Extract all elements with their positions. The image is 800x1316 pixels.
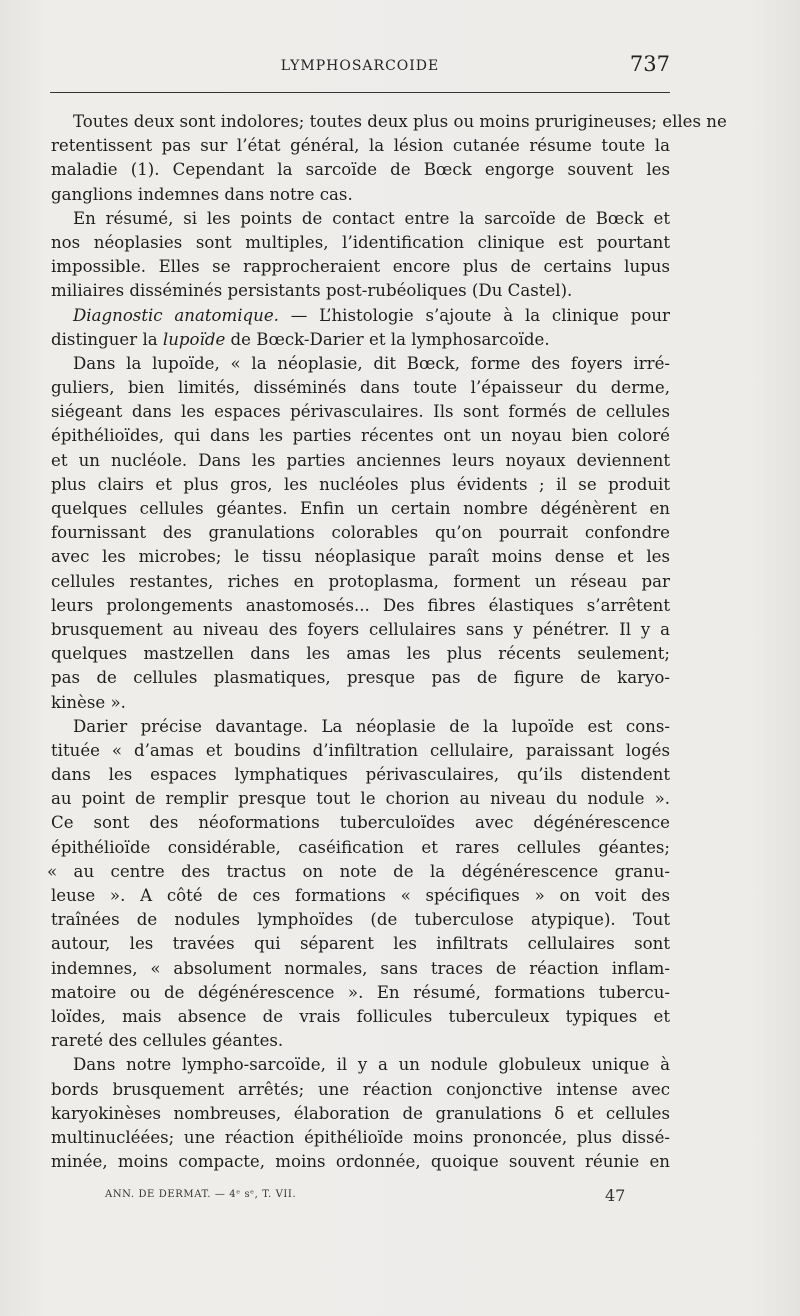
text-line: karyokinèses nombreuses, élaboration de granulations δ et cellules — [51, 1103, 670, 1123]
text-line: minée, moins compacte, moins ordonnée, quoique souvent réunie en — [51, 1152, 670, 1172]
text-line: maladie (1). Cependant la sarcoïde de Bœck engorge souvent les — [51, 160, 670, 180]
text-line: Dans notre lympho-sarcoïde, il y a un nodule globuleux unique à — [73, 1055, 670, 1075]
journal-reference: ANN. DE DERMAT. — 4ᵉ sᵉ, T. VII. — [105, 1189, 297, 1200]
text-line: ganglions indemnes dans notre cas. — [51, 184, 353, 204]
text-line: plus clairs et plus gros, les nucléoles plus évidents ; il se produit — [51, 474, 670, 494]
text-line: avec les microbes; le tissu néoplasique paraît moins dense et les — [51, 547, 670, 567]
text-line: distinguer la lupoïde de Bœck-Darier et la lymphosarcoïde. — [51, 329, 550, 349]
running-title: LYMPHOSARCOIDE — [280, 58, 440, 74]
text-line: nos néoplasies sont multiples, l’identification clinique est pourtant — [51, 232, 670, 252]
text-line: dans les espaces lymphatiques périvasculaires, qu’ils distendent — [51, 765, 670, 785]
text-line: siégeant dans les espaces périvasculaires. Ils sont formés de cellules — [51, 402, 670, 422]
text-line: fournissant des granulations colorables qu’on pourrait confondre — [51, 523, 670, 543]
text-line: Dans la lupoïde, « la néoplasie, dit Bœck, forme des foyers irré- — [73, 353, 670, 373]
text-line: pas de cellules plasmatiques, presque pas de figure de karyo- — [51, 668, 670, 688]
body-text — [47, 110, 727, 1174]
text-line: kinèse ». — [51, 692, 126, 712]
text-line: Diagnostic anatomique. — L’histologie s’ajoute à la clinique pour — [73, 305, 670, 325]
text-line: bords brusquement arrêtés; une réaction conjonctive intense avec — [51, 1079, 670, 1099]
text-line: quelques cellules géantes. Enfin un certain nombre dégénèrent en — [51, 499, 670, 518]
page-number: 737 — [629, 52, 670, 76]
text-line: guliers, bien limités, disséminés dans toute l’épaisseur du derme, — [51, 378, 670, 398]
text-line: En résumé, si les points de contact entre la sarcoïde de Bœck et — [73, 208, 670, 228]
text-line: indemnes, « absolument normales, sans traces de réaction inflam- — [51, 958, 670, 978]
text-line: cellules restantes, riches en protoplasma, forment un réseau par — [51, 571, 670, 591]
text-line: rareté des cellules géantes. — [51, 1031, 284, 1051]
text-line: épithélioïde considérable, caséification et rares cellules géantes; — [51, 837, 670, 857]
text-line: leurs prolongements anastomosés... Des fibres élastiques s’arrêtent — [51, 595, 670, 615]
text-line: et un nucléole. Dans les parties anciennes leurs noyaux deviennent — [51, 450, 670, 470]
text-line: épithélioïdes, qui dans les parties récentes ont un noyau bien coloré — [51, 426, 670, 446]
section-heading: Diagnostic anatomique. — [73, 305, 279, 325]
text-line: impossible. Elles se rapprocheraient encore plus de certains lupus — [51, 257, 670, 277]
text-line: miliaires disséminés persistants post-rubéoliques (Du Castel). — [51, 281, 573, 301]
text-line: traînées de nodules lymphoïdes (de tuberculose atypique). Tout — [51, 910, 670, 930]
text-line: leuse ». A côté de ces formations « spécifiques » on voit des — [51, 886, 670, 905]
text-line: loïdes, mais absence de vrais follicules tuberculeux typiques et — [51, 1006, 670, 1026]
signature-mark: 47 — [605, 1186, 626, 1205]
text-line: Toutes deux sont indolores; toutes deux plus ou moins prurigineuses; elles ne — [73, 112, 727, 131]
header-rule — [50, 92, 670, 93]
text-line: Darier précise davantage. La néoplasie de la lupoïde est cons- — [73, 716, 670, 736]
text-line: au point de remplir presque tout le chorion au niveau du nodule ». — [51, 789, 670, 809]
text-line: « au centre des tractus on note de la dégénérescence granu- — [47, 861, 670, 881]
italic-term: lupoïde — [162, 329, 226, 349]
text-line: matoire ou de dégénérescence ». En résumé, formations tubercu- — [51, 982, 670, 1002]
text-line: brusquement au niveau des foyers cellulaires sans y pénétrer. Il y a — [51, 619, 670, 639]
text-line: Ce sont des néoformations tuberculoïdes avec dégénérescence — [51, 813, 670, 833]
text-line: quelques mastzellen dans les amas les plus récents seulement; — [51, 644, 670, 664]
text-line: tituée « d’amas et boudins d’infiltration cellulaire, paraissant logés — [51, 740, 670, 760]
text-line: autour, les travées qui séparent les infiltrats cellulaires sont — [51, 934, 670, 954]
page-footer — [105, 1186, 625, 1208]
page-header — [50, 52, 670, 82]
text-line: retentissent pas sur l’état général, la lésion cutanée résume toute la — [51, 136, 670, 156]
text-line: multinucléées; une réaction épithélioïde moins prononcée, plus dissé- — [51, 1127, 670, 1147]
